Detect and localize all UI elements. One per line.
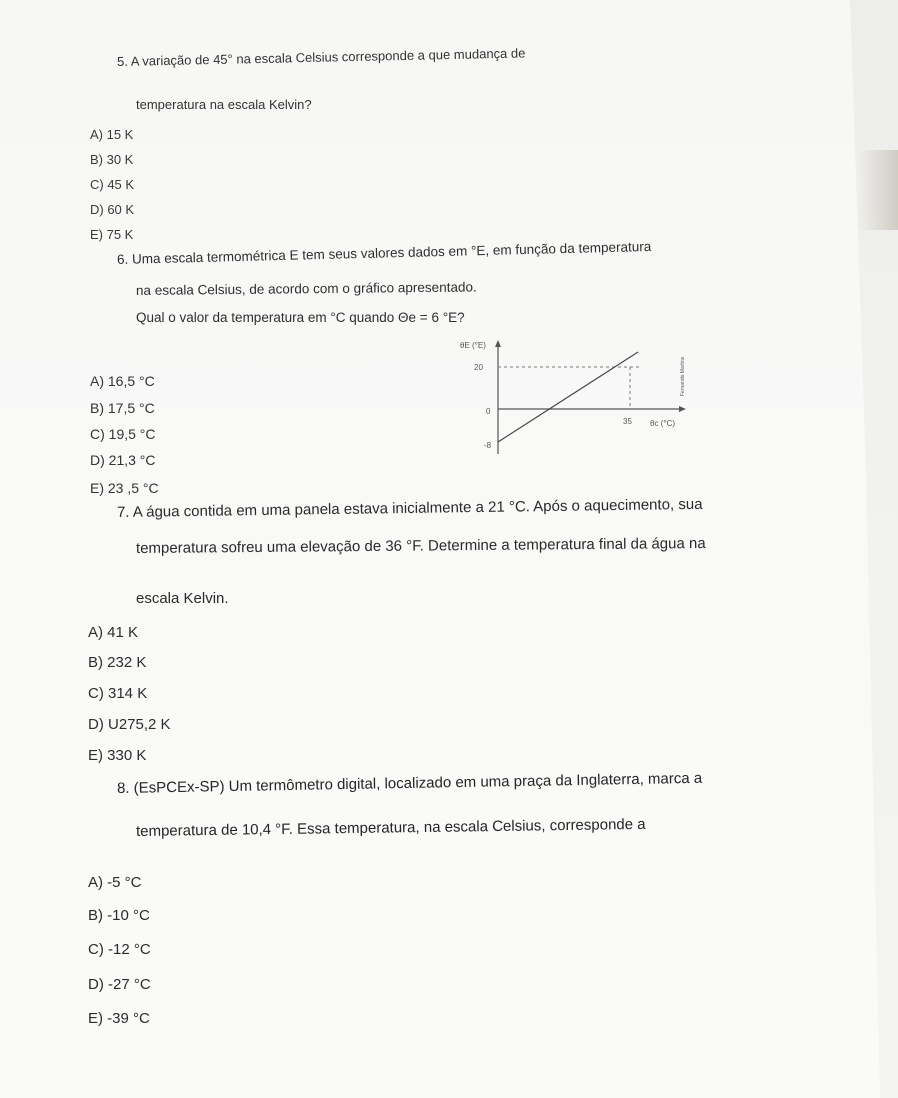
question-6-option-b: B) 17,5 °C [90,400,155,416]
page-edge-shadow [858,150,898,230]
graph-y-label: θE (°E) [460,341,486,350]
question-5-option-e: E) 75 K [90,227,134,242]
question-6-option-d: D) 21,3 °C [90,452,156,468]
question-5-option-b: B) 30 K [90,152,134,167]
question-6-line-2: na escala Celsius, de acordo com o gráfico apresentado. [135,279,477,298]
question-6-line-3: Qual o valor da temperatura em °C quando Θe = 6 °E? [136,310,465,325]
question-5-option-c: C) 45 K [90,177,135,192]
question-8-option-d: D) -27 °C [88,976,151,993]
question-8-option-b: B) -10 °C [88,907,150,924]
question-8-option-e: E) -39 °C [88,1010,150,1027]
question-6-line-1: 6. Uma escala termométrica E tem seus valores dados em °E, em função da temperatura [116,238,652,267]
graph-line [498,352,638,442]
question-6-option-e: E) 23 ,5 °C [90,480,159,496]
question-8-option-c: C) -12 °C [88,941,151,958]
graph-y-tick-20: 20 [474,363,483,372]
question-7-option-a: A) 41 K [88,624,139,641]
question-7-option-e: E) 330 K [88,747,147,764]
graph-x-tick-35: 35 [623,417,632,426]
question-5-line-1: 5. A variação de 45° na escala Celsius corresponde a que mudança de [116,45,526,69]
question-7-option-d: D) U275,2 K [88,716,171,733]
question-5-option-a: A) 15 K [90,127,134,142]
question-5-option-d: D) 60 K [90,202,135,217]
question-5-line-2: temperatura na escala Kelvin? [136,97,312,112]
graph-x-arrow [679,406,686,412]
question-6-option-a: A) 16,5 °C [90,373,155,389]
question-8-line-1: 8. (EsPCEx-SP) Um termômetro digital, localizado em uma praça da Inglaterra, marca a [116,769,703,797]
question-7-line-3: escala Kelvin. [136,590,229,607]
graph-credit-text: Fernando Martins [680,356,686,396]
question-6-graph [452,336,692,461]
question-8-option-a: A) -5 °C [88,874,142,891]
graph-y-tick-0: 0 [486,407,491,416]
question-7-line-2: temperatura sofreu uma elevação de 36 °F. Determine a temperatura final da água na [135,535,706,557]
question-7-option-b: B) 232 K [88,654,147,671]
question-6-option-c: C) 19,5 °C [90,426,156,442]
question-7-line-1: 7. A água contida em uma panela estava inicialmente a 21 °C. Após o aquecimento, sua [116,495,703,521]
graph-x-label: θc (°C) [650,419,675,428]
question-8-line-2: temperatura de 10,4 °F. Essa temperatura, na escala Celsius, corresponde a [135,815,646,840]
graph-y-arrow [495,340,501,347]
question-7-option-c: C) 314 K [88,685,148,702]
graph-y-tick-minus-8: -8 [484,441,492,450]
